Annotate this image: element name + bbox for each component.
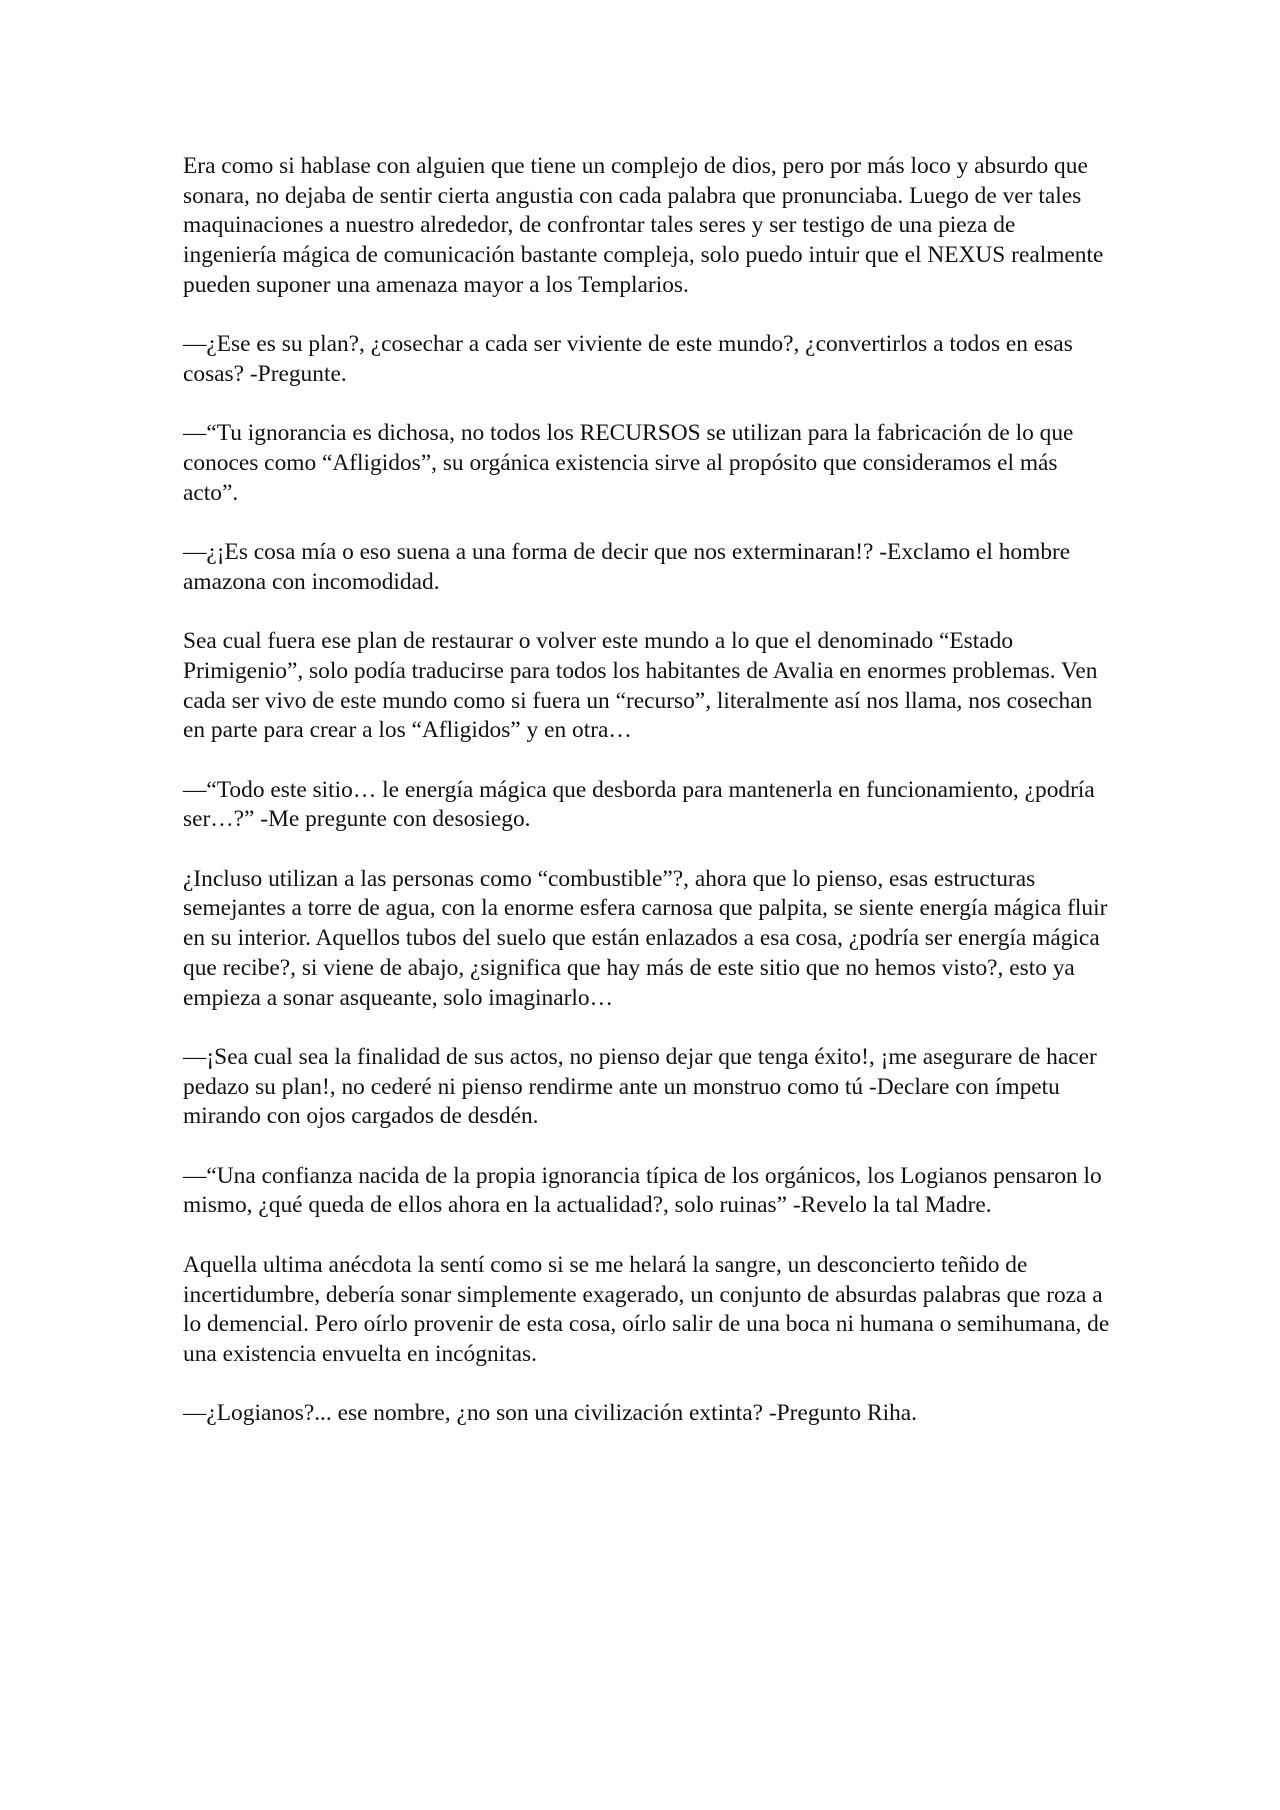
paragraph: Sea cual fuera ese plan de restaurar o volver este mundo a lo que el denominado “Estado Primigenio”, solo podía traducirse para todos los habitantes de Avalia en enormes problemas. Ven cada ser vivo de este mundo como si fuera un “recurso”, literalmente así nos llama, nos cosechan en parte para crear a los “Afligidos” y en otra… (183, 628, 1098, 744)
paragraph: Era como si hablase con alguien que tiene un complejo de dios, pero por más loco y absurdo que sonara, no dejaba de sentir cierta angustia con cada palabra que pronunciaba. Luego de ver tales maquinaciones a nuestro alrededor, de confrontar tales seres y ser testigo de una pieza de ingeniería mágica de comunicación bastante compleja, solo puedo intuir que el NEXUS realmente pueden suponer una amenaza mayor a los Templarios. (183, 153, 1104, 298)
paragraph: —¿Ese es su plan?, ¿cosechar a cada ser viviente de este mundo?, ¿convertirlos a todos en esas cosas? -Pregunte. (183, 331, 1073, 387)
paragraph: —¡Sea cual sea la finalidad de sus actos, no pienso dejar que tenga éxito!, ¡me asegurare de hacer pedazo su plan!, no cederé ni pienso rendirme ante un monstruo como tú -Declare con ímpetu mirando con ojos cargados de desdén. (183, 1043, 1097, 1130)
paragraph: ¿Incluso utilizan a las personas como “combustible”?, ahora que lo pienso, esas estructuras semejantes a torre de agua, con la enorme esfera carnosa que palpita, se siente energía mágica fluir en su interior. Aquellos tubos del suelo que están enlazados a esa cosa, ¿podría ser energía mágica que recibe?, si viene de abajo, ¿significa que hay más de este sitio que no hemos visto?, esto ya empieza a sonar asqueante, solo imaginarlo… (183, 865, 1108, 1011)
document-page (183, 152, 1113, 1459)
paragraph: —“Tu ignorancia es dichosa, no todos los RECURSOS se utilizan para la fabricación de lo que conoces como “Afligidos”, su orgánica existencia sirve al propósito que consideramos el más acto”. (183, 420, 1074, 506)
paragraph: Aquella ultima anécdota la sentí como si se me helará la sangre, un desconcierto teñido de incertidumbre, debería sonar simplemente exagerado, un conjunto de absurdas palabras que roza a lo demencial. Pero oírlo provenir de esta cosa, oírlo salir de una boca ni humana o semihumana, de una existencia envuelta en incógnitas. (183, 1251, 1110, 1367)
paragraph: —¿¡Es cosa mía o eso suena a una forma de decir que nos exterminaran!? -Exclamo el hombre amazona con incomodidad. (183, 539, 1071, 595)
paragraph: —“Una confianza nacida de la propia ignorancia típica de los orgánicos, los Logianos pensaron lo mismo, ¿qué queda de ellos ahora en la actualidad?, solo ruinas” -Revelo la tal Madre. (183, 1162, 1102, 1219)
paragraph: —“Todo este sitio… le energía mágica que desborda para mantenerla en funcionamiento, ¿podría ser…?” -Me pregunte con desosiego. (183, 776, 1095, 833)
paragraph: —¿Logianos?... ese nombre, ¿no son una civilización extinta? -Pregunto Riha. (183, 1400, 917, 1427)
